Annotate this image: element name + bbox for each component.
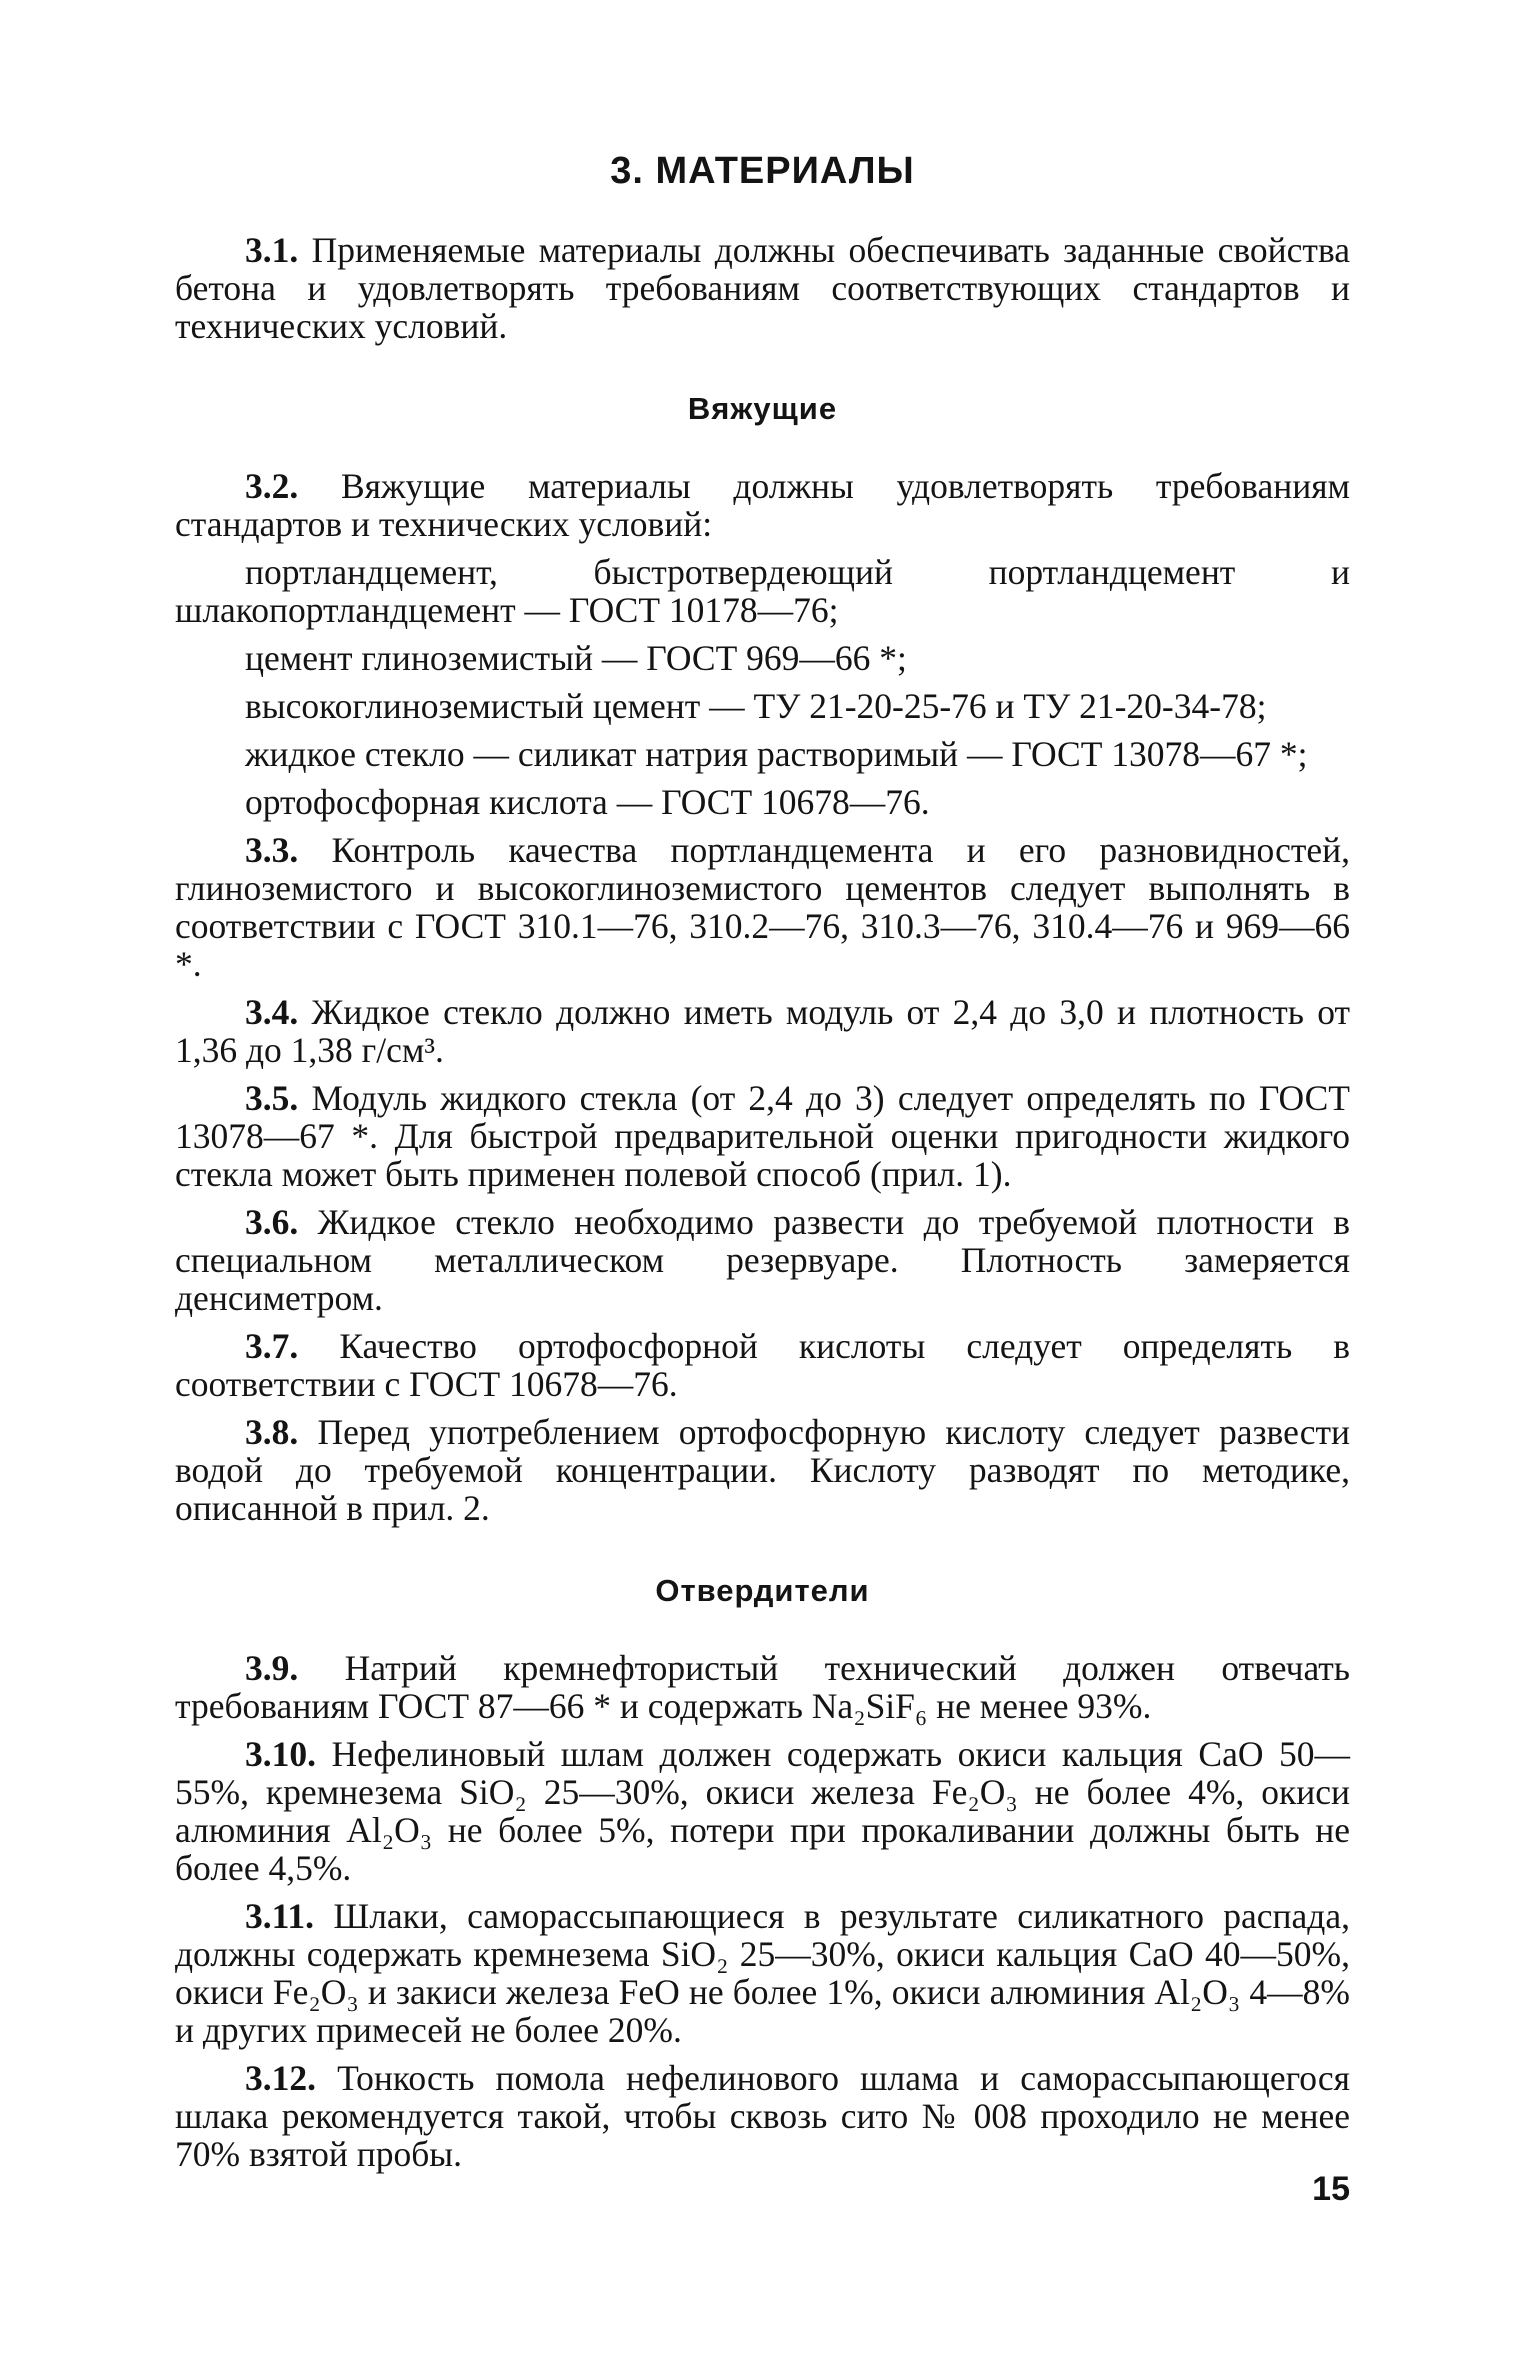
paragraph-number: 3.11. (245, 1896, 315, 1936)
paragraph-number: 3.9. (245, 1648, 299, 1688)
paragraph-number: 3.6. (245, 1202, 299, 1242)
paragraph-3-6 (175, 1203, 1350, 1317)
paragraph-3-12 (175, 2059, 1350, 2173)
paragraph-text: Модуль жидкого стекла (от 2,4 до 3) следует определять по ГОСТ 13078—67 *. Для быстрой предварительной оценки пригодности жидкого стекла может быть применен полевой способ (прил. 1). (175, 1078, 1350, 1194)
paragraph-text: Нефелиновый шлам должен содержать окиси кальция CaO 50—55%, кремнезема SiO₂ 25—30%, окиси железа Fe₂O₃ не более 4%, окиси алюминия Al₂O₃ не более 5%, потери при прокаливании должны быть не более 4,5%. (175, 1734, 1350, 1888)
paragraph-3-5 (175, 1079, 1350, 1193)
paragraph-number: 3.4. (245, 992, 299, 1032)
paragraph-number: 3.3. (245, 830, 299, 870)
paragraph-3-2 (175, 467, 1350, 543)
paragraph-3-8 (175, 1413, 1350, 1527)
paragraph-text: Шлаки, саморассыпающиеся в результате силикатного распада, должны содержать кремнезема SiO₂ 25—30%, окиси кальция CaO 40—50%, окиси Fe₂O₃ и закиси железа FeO не более 1%, окиси алюминия Al₂O₃ 4—8% и других примесей не более 20%. (175, 1896, 1350, 2050)
list-item: жидкое стекло — силикат натрия растворимый — ГОСТ 13078—67 *; (245, 734, 1308, 774)
paragraph-text: Жидкое стекло должно иметь модуль от 2,4 до 3,0 и плотность от 1,36 до 1,38 г/см³. (175, 992, 1350, 1070)
subsection-heading-binders: Вяжущие (687, 391, 838, 426)
list-item: ортофосфорная кислота — ГОСТ 10678—76. (245, 782, 930, 822)
paragraph-text: Тонкость помола нефелинового шлама и саморассыпающегося шлака рекомендуется такой, чтобы сквозь сито № 008 проходило не менее 70% взятой пробы. (175, 2058, 1350, 2174)
paragraph-3-11 (175, 1897, 1350, 2049)
page-number: 15 (1312, 2170, 1350, 2208)
paragraph-3-10 (175, 1735, 1350, 1887)
paragraph-text: Качество ортофосфорной кислоты следует определять в соответствии с ГОСТ 10678—76. (175, 1326, 1350, 1404)
paragraph-3-4 (175, 993, 1350, 1069)
subsection-heading-hardeners: Отвердители (655, 1573, 870, 1608)
paragraph-text: Жидкое стекло необходимо развести до требуемой плотности в специальном металлическом резервуаре. Плотность замеряется денсиметром. (175, 1202, 1350, 1318)
paragraph-3-9 (175, 1649, 1350, 1725)
paragraph-number: 3.12. (245, 2058, 316, 2098)
paragraph-text: Вяжущие материалы должны удовлетворять требованиям стандартов и технических условий: (175, 466, 1350, 544)
list-item: цемент глиноземистый — ГОСТ 969—66 *; (245, 638, 907, 678)
paragraph-number: 3.10. (245, 1734, 316, 1774)
page-content (175, 150, 1350, 2173)
paragraph-number: 3.2. (245, 466, 299, 506)
paragraph-text: Перед употреблением ортофосфорную кислоту следует развести водой до требуемой концентрации. Кислоту разводят по методике, описанной в прил. 2. (175, 1412, 1350, 1528)
paragraph-3-3 (175, 831, 1350, 983)
section-title: 3. МАТЕРИАЛЫ (610, 150, 915, 192)
paragraph-3-7 (175, 1327, 1350, 1403)
paragraph-number: 3.8. (245, 1412, 299, 1452)
paragraph-3-1 (175, 231, 1350, 345)
paragraph-text: Натрий кремнефтористый технический должен отвечать требованиям ГОСТ 87—66 * и содержать Na₂SiF₆ не менее 93%. (175, 1648, 1350, 1726)
list-item: высокоглиноземистый цемент — ТУ 21-20-25-76 и ТУ 21-20-34-78; (245, 686, 1267, 726)
list-item: портландцемент, быстротвердеющий портландцемент и шлакопортландцемент — ГОСТ 10178—76; (175, 552, 1350, 630)
paragraph-number: 3.1. (245, 230, 299, 270)
paragraph-number: 3.5. (245, 1078, 299, 1118)
paragraph-number: 3.7. (245, 1326, 299, 1366)
paragraph-text: Контроль качества портландцемента и его разновидностей, глиноземистого и высокоглиноземистого цементов следует выполнять в соответствии с ГОСТ 310.1—76, 310.2—76, 310.3—76, 310.4—76 и 969—66 *. (175, 830, 1350, 984)
paragraph-text: Применяемые материалы должны обеспечивать заданные свойства бетона и удовлетворять требованиям соответствующих стандартов и технических условий. (175, 230, 1350, 346)
